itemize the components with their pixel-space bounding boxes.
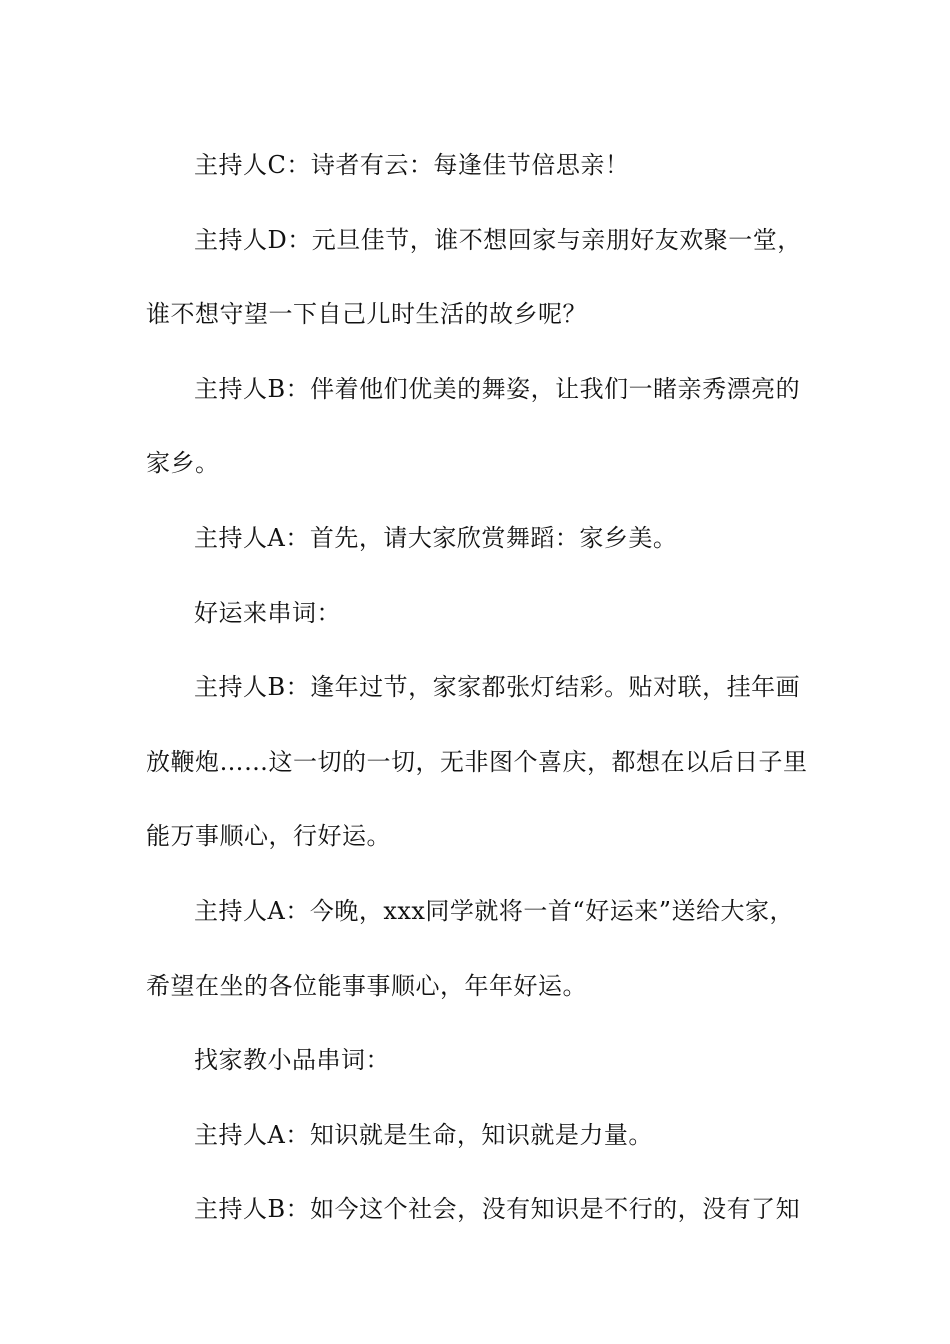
paragraph-host-c: 主持人C：诗者有云：每逢佳节倍思亲！ [194,151,630,179]
paragraph-host-a-song: 主持人A：今晚，xxx同学就将一首“好运来”送给大家，希望在坐的各位能事事顺心，年年好运。 [146,896,794,1000]
paragraph-host-d: 主持人D：元旦佳节，谁不想回家与亲朋好友欢聚一堂，谁不想守望一下自己儿时生活的故乡呢？ [146,225,802,329]
section-heading-tutor-skit: 找家教小品串词： [194,1046,390,1075]
section-heading-good-luck: 好运来串词： [194,598,341,627]
paragraph-host-a-knowledge: 主持人A：知识就是生命，知识就是力量。 [194,1120,653,1149]
document-body [146,128,808,1247]
paragraph-host-b-society: 主持人B：如今这个社会，没有知识是不行的，没有了知 [194,1195,801,1224]
paragraph-host-b-festival: 主持人B：逢年过节，家家都张灯结彩。贴对联，挂年画放鞭炮……这一切的一切，无非图个喜庆，都想在以后日子里能万事顺心，行好运。 [146,673,808,851]
paragraph-host-a-dance: 主持人A：首先，请大家欣赏舞蹈：家乡美。 [194,523,678,552]
paragraph-host-b-dance: 主持人B：伴着他们优美的舞姿，让我们一睹亲秀漂亮的家乡。 [146,374,801,478]
